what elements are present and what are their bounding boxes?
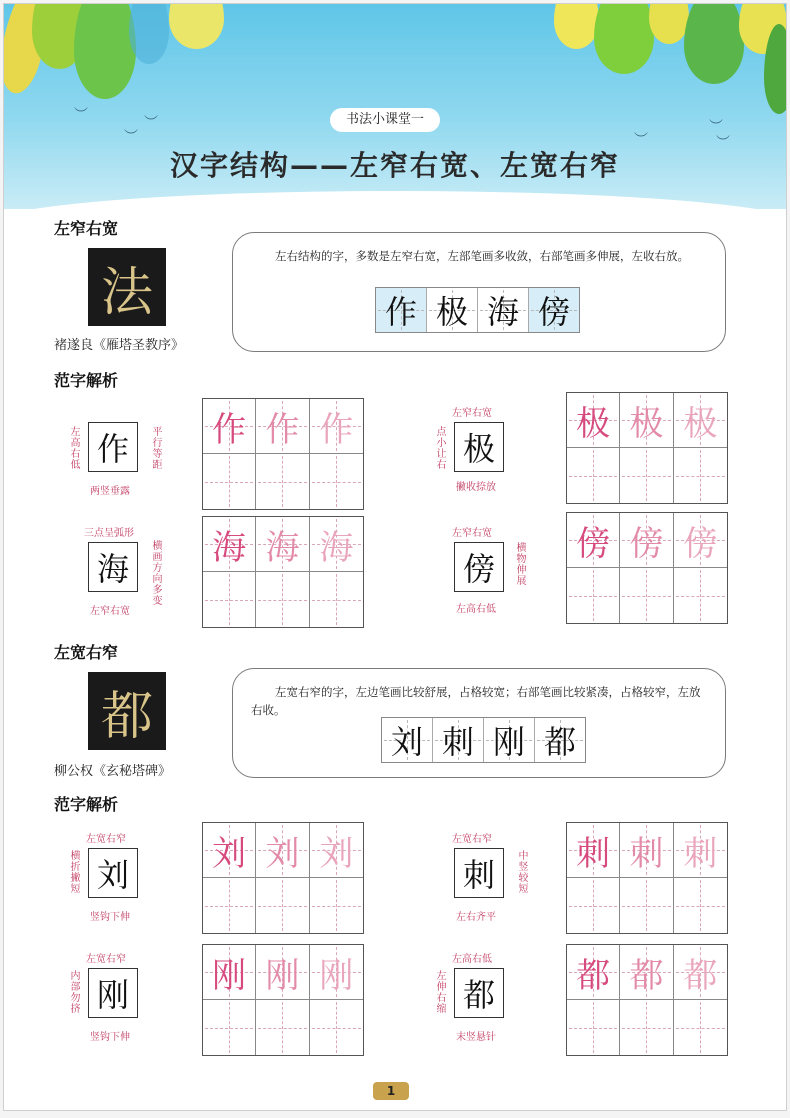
- analysis-note: 三点呈弧形: [84, 528, 134, 539]
- example-cell: 都: [535, 718, 585, 762]
- analysis-note: 横折撇短: [68, 850, 79, 894]
- analysis-note: 末竖悬针: [456, 1032, 496, 1043]
- analysis-note: 左高右低: [452, 954, 492, 965]
- analysis-note: 左宽右窄: [86, 834, 126, 845]
- analysis-char: 作: [96, 430, 129, 468]
- practice-grid[interactable]: 刚 刚 刚: [202, 944, 364, 1056]
- example-cell: 作: [376, 288, 427, 332]
- analysis-char-box: [454, 422, 504, 472]
- analysis-char-box: [454, 542, 504, 592]
- analysis-char-box: [88, 968, 138, 1018]
- analysis-note: 左窄右宽: [452, 408, 492, 419]
- practice-grid[interactable]: 刺 刺 刺: [566, 822, 728, 934]
- leaf-decoration: [169, 4, 224, 49]
- analysis-note: 左高右低: [456, 604, 496, 615]
- explanation-box: [232, 232, 726, 352]
- analysis-heading: 范字解析: [54, 371, 119, 390]
- analysis-char: 刘: [96, 856, 129, 894]
- char-analysis: [56, 944, 176, 1054]
- analysis-note: 撇收捺放: [456, 482, 496, 493]
- char-analysis: [422, 398, 542, 508]
- practice-grid[interactable]: 都 都 都: [566, 944, 728, 1056]
- analysis-char: 都: [462, 976, 495, 1014]
- leaf-decoration: [74, 4, 136, 99]
- bird-icon: ︶: [709, 119, 723, 135]
- example-cell: 极: [427, 288, 478, 332]
- bird-icon: ︶: [716, 135, 730, 151]
- leaf-decoration: [684, 4, 744, 84]
- practice-grid[interactable]: 作 作 作: [202, 398, 364, 510]
- analysis-note: 平行等距: [150, 426, 161, 470]
- char-analysis: [422, 944, 542, 1054]
- practice-grid[interactable]: 海 海 海: [202, 516, 364, 628]
- lesson-badge: 书法小课堂一: [330, 108, 440, 132]
- analysis-note: 左宽右窄: [452, 834, 492, 845]
- banner-wave: [4, 191, 786, 209]
- explanation-text: 左右结构的字，多数是左窄右宽，左部笔画多收敛，右部笔画多伸展，左收右放。: [275, 249, 689, 263]
- analysis-note: 中竖较短: [516, 850, 527, 894]
- char-analysis: [422, 518, 542, 628]
- bird-icon: ︶: [74, 107, 88, 123]
- char-analysis: [422, 824, 542, 934]
- workbook-page: [4, 4, 786, 1110]
- analysis-note: 横物伸展: [514, 542, 525, 586]
- analysis-note: 两竖垂露: [90, 486, 130, 497]
- analysis-note: 左窄右宽: [90, 606, 130, 617]
- sample-caption: 褚遂良《雁塔圣教序》: [54, 338, 185, 353]
- sample-calligraphy: [88, 248, 166, 326]
- analysis-note: 左伸右缩: [434, 970, 445, 1014]
- analysis-char: 海: [96, 550, 129, 588]
- analysis-char: 极: [462, 430, 495, 468]
- example-cell: 刘: [382, 718, 433, 762]
- bird-icon: ︶: [144, 115, 158, 131]
- leaf-decoration: [594, 4, 654, 74]
- sample-calligraphy: [88, 672, 166, 750]
- example-cell: 刺: [433, 718, 484, 762]
- analysis-note: 点小让右: [434, 426, 445, 470]
- analysis-char-box: [454, 968, 504, 1018]
- explanation-box: [232, 668, 726, 778]
- char-analysis: [56, 824, 176, 934]
- analysis-char: 傍: [462, 550, 495, 588]
- leaf-decoration: [554, 4, 599, 49]
- page-title: 汉字结构——左窄右宽、左宽右窄: [169, 149, 620, 182]
- example-cell: 刚: [484, 718, 535, 762]
- practice-grid[interactable]: 傍 傍 傍: [566, 512, 728, 624]
- analysis-note: 左窄右宽: [452, 528, 492, 539]
- page-number: 1: [373, 1082, 409, 1100]
- analysis-char-box: [88, 542, 138, 592]
- example-cell: 海: [478, 288, 529, 332]
- analysis-heading: 范字解析: [54, 795, 119, 814]
- bird-icon: ︶: [124, 129, 138, 145]
- practice-grid[interactable]: 极 极 极: [566, 392, 728, 504]
- analysis-note: 左宽右窄: [86, 954, 126, 965]
- header-banner: [4, 4, 786, 209]
- section-heading: 左宽右窄: [54, 643, 119, 662]
- analysis-char-box: [88, 848, 138, 898]
- explanation-text: 左宽右窄的字，左边笔画比较舒展，占格较宽；右部笔画比较紧凑，占格较窄，左放右收。: [251, 685, 701, 717]
- analysis-char-box: [454, 848, 504, 898]
- analysis-char: 刚: [96, 976, 129, 1014]
- leaf-decoration: [649, 4, 689, 44]
- analysis-note: 横画方向多变: [150, 540, 161, 606]
- practice-grid[interactable]: 刘 刘 刘: [202, 822, 364, 934]
- example-row: [375, 287, 580, 333]
- section-heading: 左窄右宽: [54, 219, 119, 238]
- sample-char: 都: [100, 686, 153, 747]
- analysis-char: 刺: [462, 856, 495, 894]
- analysis-char-box: [88, 422, 138, 472]
- analysis-note: 竖钩下伸: [90, 912, 130, 923]
- analysis-note: 竖钩下伸: [90, 1032, 130, 1043]
- sample-caption: 柳公权《玄秘塔碑》: [54, 764, 172, 779]
- example-row: [381, 717, 586, 763]
- char-analysis: [56, 518, 176, 628]
- char-analysis: [56, 398, 176, 508]
- analysis-note: 内部勿挤: [68, 970, 79, 1014]
- leaf-decoration: [129, 4, 169, 64]
- analysis-note: 左高右低: [68, 426, 79, 470]
- sample-char: 法: [100, 262, 153, 323]
- bird-icon: ︶: [634, 132, 648, 148]
- example-cell: 傍: [529, 288, 579, 332]
- analysis-note: 左右齐平: [456, 912, 496, 923]
